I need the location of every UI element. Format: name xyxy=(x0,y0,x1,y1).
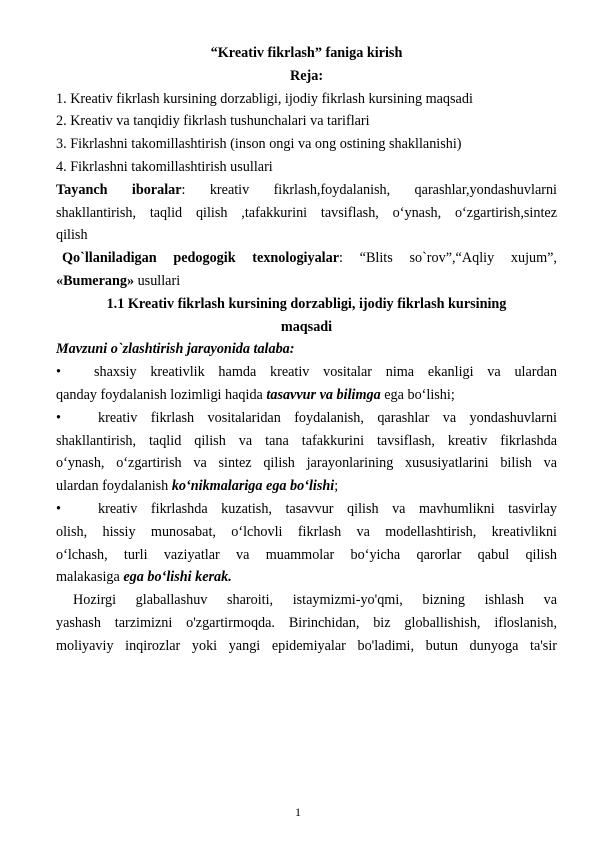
paragraph-line: yashash tarzimizni o'zgartirmoqda. Birinchidan, biz globallishish, ifloslanish, xyxy=(56,614,557,631)
bullet-line xyxy=(56,384,557,407)
bullet-symbol: • xyxy=(56,364,61,381)
bullet-text: kreativ fikrlash vositalaridan foydalanish, qarashlar va yondashuvlarni xyxy=(98,409,557,426)
paragraph-line: moliyaviy inqirozlar yoki yangi epidemiyalar bo'ladimi, butun dunyoga ta'sir xyxy=(56,637,557,654)
bullet-line xyxy=(56,407,557,430)
plan-item: 4. Fikrlashni takomillashtirish usullari xyxy=(56,158,273,175)
bullet-symbol: • xyxy=(56,500,61,517)
keywords-line: qilish xyxy=(56,227,88,244)
bullet-line: shakllantirish, taqlid qilish va tana tafakkurini tavsiflash, kreativ fikrlashda xyxy=(56,432,557,449)
plan-item: 1. Kreativ fikrlash kursining dorzabligi, ijodiy fikrlash kursining maqsadi xyxy=(56,90,473,107)
technologies-text: usullari xyxy=(134,272,181,289)
technologies-label: Qo`llaniladigan pedogogik texnologiyalar xyxy=(62,250,339,267)
plan-item: 3. Fikrlashni takomillashtirish (inson ongi va ong ostining shakllanishi) xyxy=(56,136,462,153)
section-title: 1.1 Kreativ fikrlash kursining dorzabligi, ijodiy fikrlash kursining xyxy=(106,295,507,312)
bullet-text: shaxsiy kreativlik hamda kreativ vositalar nima ekanligi va ulardan xyxy=(94,364,557,381)
technologies-text: : “Blits so`rov”,“Aqliy xujum”, xyxy=(339,250,557,267)
technologies-line xyxy=(56,270,557,293)
bullet-line: o‘lchash, turli vaziyatlar va muammolar bo‘yicha qarorlar qabul qilish xyxy=(56,546,557,563)
technologies-line xyxy=(56,247,557,270)
section-title: maqsadi xyxy=(280,318,333,335)
keywords-text: : kreativ fikrlash,foydalanish, qarashlar,yondashuvlarni xyxy=(181,181,557,198)
bullet-text: malakasiga xyxy=(56,569,124,586)
technologies-method: «Bumerang» xyxy=(56,272,135,289)
bullet-line xyxy=(56,498,557,521)
plan-item: 2. Kreativ va tanqidiy fikrlash tushunchalari va tariflari xyxy=(56,113,370,130)
bullet-line: olish, hissiy munosabat, o‘lchovli fikrlash va modellashtirish, kreativlikni xyxy=(56,523,557,540)
bullet-emphasis: tasavvur va bilimga xyxy=(266,386,381,403)
bullet-line xyxy=(56,475,557,498)
keywords-line: shakllantirish, taqlid qilish ,tafakkurini tavsiflash, o‘ynash, o‘zgartirish,sintez xyxy=(56,204,557,221)
document-title: “Kreativ fikrlash” faniga kirish xyxy=(210,45,403,61)
bullet-text: qanday foydalanish lozimligi haqida xyxy=(56,386,267,403)
document-page xyxy=(56,42,557,658)
bullet-text: ega bo‘lishi; xyxy=(380,386,455,403)
bullet-text: kreativ fikrlashda kuzatish, tasavvur qilish va mavhumlikni tasvirlay xyxy=(98,500,557,517)
paragraph-line: Hozirgi glaballashuv sharoiti, istaymizmi-yo'qmi, bizning ishlash va xyxy=(73,592,557,609)
bullet-symbol: • xyxy=(56,409,61,426)
keywords-line xyxy=(56,179,557,202)
bullet-text: ; xyxy=(334,478,339,495)
plan-heading: Reja: xyxy=(289,67,324,84)
bullet-line: o‘ynash, o‘zgartirish va sintez qilish jarayonlarining xususiyatlarini bilish va xyxy=(56,455,557,472)
bullet-emphasis: ko‘nikmalariga ega bo‘lishi xyxy=(171,478,335,495)
subtitle: Mavzuni o`zlashtirish jarayonida talaba: xyxy=(56,341,295,358)
bullet-text: ulardan foydalanish xyxy=(56,478,172,495)
bullet-emphasis: ega bo‘lishi kerak. xyxy=(123,569,232,586)
keywords-label: Tayanch iboralar xyxy=(56,181,182,198)
bullet-line xyxy=(56,566,557,589)
bullet-line xyxy=(56,361,557,384)
page-number: 1 xyxy=(295,805,301,819)
